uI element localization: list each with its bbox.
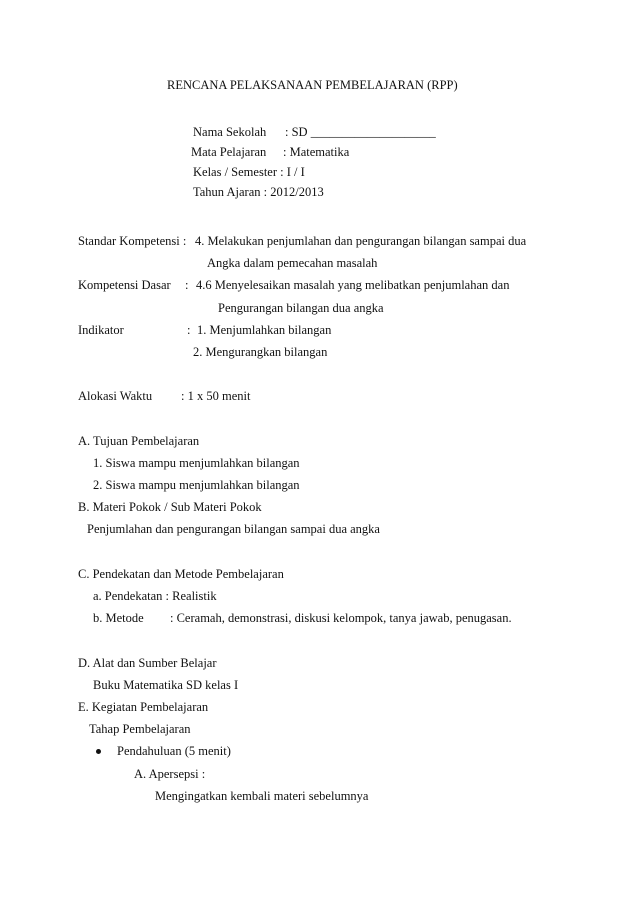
section-b-heading: B. Materi Pokok / Sub Materi Pokok (78, 500, 262, 514)
indicator-item-2: 2. Mengurangkan bilangan (193, 345, 328, 359)
section-e-sub-a-content: Mengingatkan kembali materi sebelumnya (155, 789, 369, 803)
section-c-approach: a. Pendekatan : Realistik (93, 589, 217, 603)
indicator-item-1: 1. Menjumlahkan bilangan (197, 323, 332, 337)
section-e-heading: E. Kegiatan Pembelajaran (78, 700, 209, 714)
section-c-heading: C. Pendekatan dan Metode Pembelajaran (78, 567, 284, 581)
subject-value: : Matematika (283, 145, 350, 159)
section-e-bullet-1: Pendahuluan (5 menit) (117, 744, 231, 758)
section-c-method-value: : Ceramah, demonstrasi, diskusi kelompok, tanya jawab, penugasan. (170, 611, 512, 625)
time-allocation-label: Alokasi Waktu (78, 389, 153, 403)
basic-competence-label: Kompetensi Dasar (78, 278, 171, 292)
standard-competence-line-1: 4. Melakukan penjumlahan dan pengurangan bilangan sampai dua (195, 234, 527, 248)
section-a-item-2: 2. Siswa mampu menjumlahkan bilangan (93, 478, 300, 492)
section-b-content: Penjumlahan dan pengurangan bilangan sampai dua angka (87, 522, 380, 536)
section-e-stage: Tahap Pembelajaran (89, 722, 191, 736)
document-title: RENCANA PELAKSANAAN PEMBELAJARAN (RPP) (167, 78, 458, 92)
section-d-content: Buku Matematika SD kelas I (93, 678, 239, 692)
section-d-heading: D. Alat dan Sumber Belajar (78, 656, 217, 670)
section-e-sub-a: A. Apersepsi : (134, 767, 206, 781)
class-semester-line: Kelas / Semester : I / I (193, 165, 305, 179)
standard-competence-label: Standar Kompetensi : (78, 234, 187, 248)
section-a-heading: A. Tujuan Pembelajaran (78, 434, 200, 448)
basic-competence-line-2: Pengurangan bilangan dua angka (218, 301, 384, 315)
bullet-dot-icon (96, 749, 101, 754)
standard-competence-line-2: Angka dalam pemecahan masalah (207, 256, 378, 270)
indicator-label: Indikator (78, 323, 124, 337)
time-allocation-value: : 1 x 50 menit (181, 389, 251, 403)
basic-competence-line-1: 4.6 Menyelesaikan masalah yang melibatkan penjumlahan dan (196, 278, 510, 292)
section-a-item-1: 1. Siswa mampu menjumlahkan bilangan (93, 456, 300, 470)
section-c-method-label: b. Metode (93, 611, 144, 625)
school-year-line: Tahun Ajaran : 2012/2013 (193, 185, 324, 199)
school-value: : SD ____________________ (285, 125, 436, 139)
basic-competence-colon: : (185, 278, 189, 292)
school-label: Nama Sekolah (193, 125, 267, 139)
subject-label: Mata Pelajaran (191, 145, 267, 159)
indicator-colon: : (187, 323, 191, 337)
